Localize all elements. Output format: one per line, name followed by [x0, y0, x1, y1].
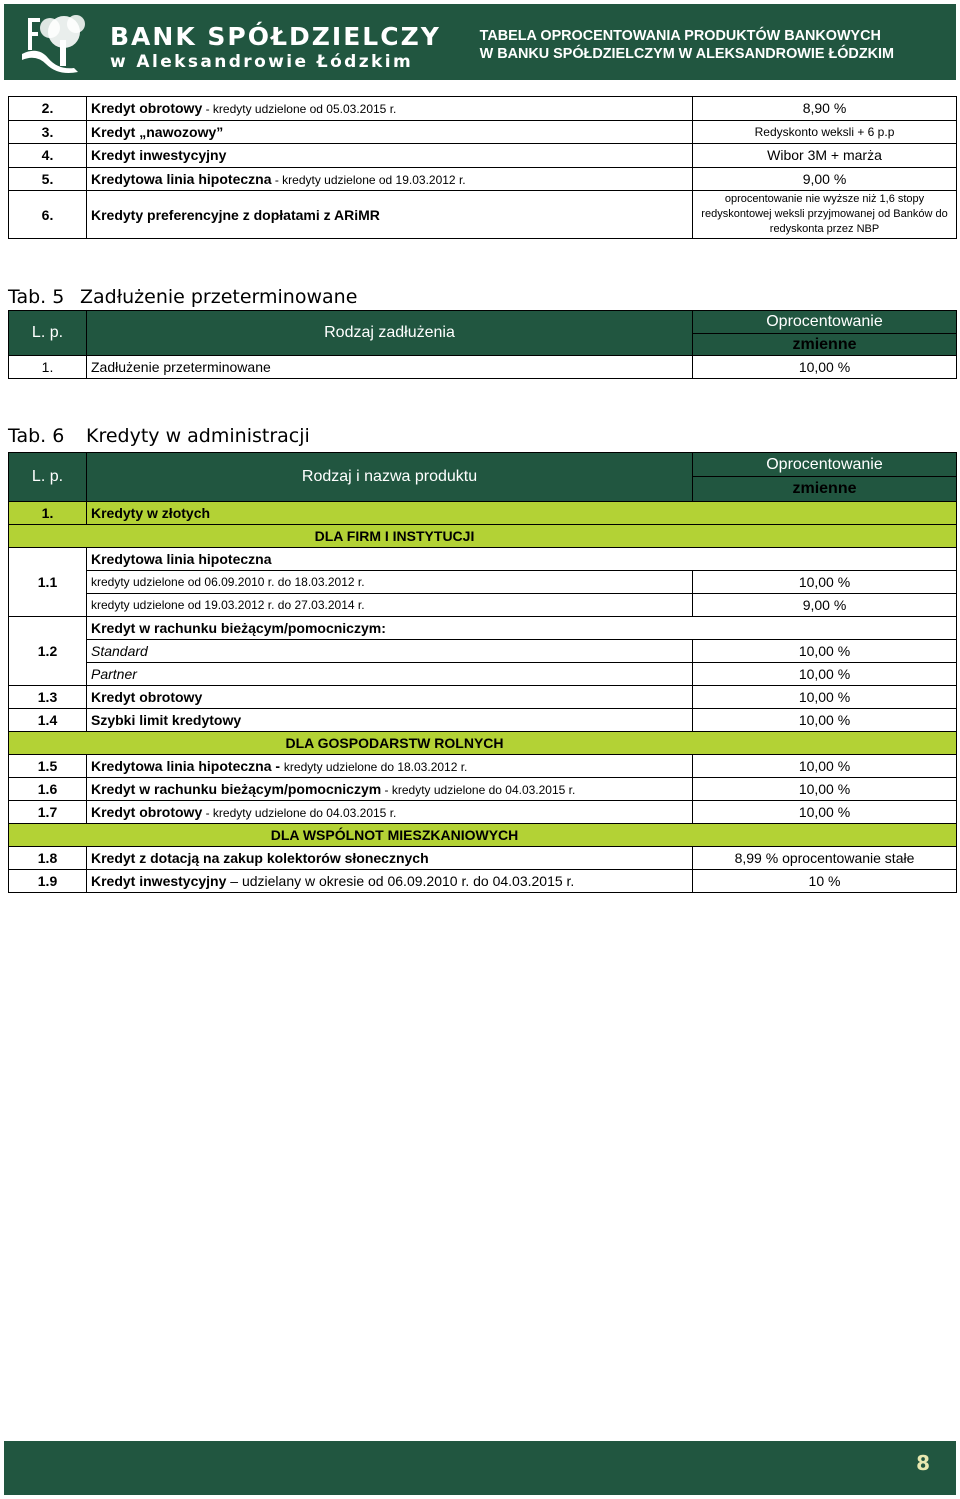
row-number: 1. [9, 356, 87, 379]
row-number: 2. [9, 97, 87, 121]
row-number: 1.3 [9, 686, 87, 709]
row-number: 1.7 [9, 801, 87, 824]
rate-value: oprocentowanie nie wyższe niż 1,6 stopy redyskontowej weksli przyjmowanej od Banków do redyskonta przez NBP [693, 191, 957, 239]
group-row [9, 732, 957, 755]
product-cell [87, 870, 693, 893]
product-name: Kredyty preferencyjne z dopłatami z ARiMR [87, 191, 693, 239]
table-header-row [9, 311, 957, 334]
product-cell [87, 801, 693, 824]
row-number: 1.8 [9, 847, 87, 870]
rate-value: 9,00 % [693, 167, 957, 191]
tab5-table [8, 310, 957, 379]
table-row [9, 870, 957, 893]
rate-value: 10 % [693, 870, 957, 893]
rate-value: 8,99 % oprocentowanie stałe [693, 847, 957, 870]
tab6-title: Kredyty w administracji [86, 425, 310, 447]
page-footer [4, 1441, 956, 1495]
rate-value: 10,00 % [693, 755, 957, 778]
group-row [9, 824, 957, 847]
row-number: 1.6 [9, 778, 87, 801]
debt-type: Zadłużenie przeterminowane [87, 356, 693, 379]
table-row [9, 571, 957, 594]
bank-location: w Aleksandrowie Łódzkim [110, 52, 414, 72]
product-note: kredyty udzielone od 19.03.2012 r. do 27.03.2014 r. [87, 594, 693, 617]
row-number: 1.1 [9, 548, 87, 617]
page-header [4, 4, 956, 80]
tab6-table [8, 452, 957, 893]
product-variant: Standard [87, 640, 693, 663]
section-name: Kredyty w złotych [87, 502, 957, 525]
group-firms: DLA FIRM I INSTYTUCJI [9, 525, 957, 548]
table-row [9, 755, 957, 778]
tab5-title: Zadłużenie przeterminowane [80, 286, 358, 308]
product-note: – udzielany w okresie od 06.09.2010 r. do 04.03.2015 r. [226, 873, 575, 889]
row-number: 1.9 [9, 870, 87, 893]
col-header-rate: Oprocentowanie [693, 311, 957, 334]
rate-value: Wibor 3M + marża [693, 144, 957, 168]
section-row [9, 502, 957, 525]
document-title-line-1: TABELA OPROCENTOWANIA PRODUKTÓW BANKOWYCH [479, 28, 881, 44]
col-header-name: Rodzaj i nazwa produktu [87, 453, 693, 502]
product-name: Kredyt obrotowy [91, 804, 203, 820]
document-title-line-2: W BANKU SPÓŁDZIELCZYM W ALEKSANDROWIE ŁÓDZKIM [479, 46, 894, 62]
group-housing: DLA WSPÓLNOT MIESZKANIOWYCH [9, 824, 957, 847]
rate-value: 10,00 % [693, 709, 957, 732]
product-name: Szybki limit kredytowy [87, 709, 693, 732]
rate-value: 10,00 % [693, 801, 957, 824]
row-number: 1.5 [9, 755, 87, 778]
product-note: - kredyty udzielone do 04.03.2015 r. [202, 806, 397, 820]
rate-value: 10,00 % [693, 686, 957, 709]
product-note: kredyty udzielone do 18.03.2012 r. [283, 760, 468, 774]
bank-logo-icon [18, 10, 98, 76]
product-cell [87, 755, 693, 778]
rate-value: Redyskonto weksli + 6 p.p [693, 120, 957, 144]
rate-value: 10,00 % [693, 663, 957, 686]
rate-value: 10,00 % [693, 640, 957, 663]
product-note: - kredyty udzielone od 05.03.2015 r. [202, 102, 397, 117]
tab6-heading [8, 425, 310, 447]
bank-name: BANK SPÓŁDZIELCZY [110, 22, 441, 51]
col-header-lp: L. p. [9, 311, 87, 356]
table-row [9, 663, 957, 686]
top-rates-table [8, 96, 957, 239]
product-name: Kredytowa linia hipoteczna [87, 548, 957, 571]
product-note: kredyty udzielone od 06.09.2010 r. do 18.03.2012 r. [87, 571, 693, 594]
product-cell [87, 167, 693, 191]
tab5-heading [8, 286, 357, 308]
product-name: Kredyt inwestycyjny [91, 873, 227, 889]
table-header-row [9, 453, 957, 477]
col-header-rate-type: zmienne [693, 477, 957, 502]
product-name: Kredytowa linia hipoteczna [91, 170, 272, 187]
tab5-label: Tab. 5 [8, 286, 65, 308]
product-name: Kredyt inwestycyjny [87, 144, 693, 168]
table-row [9, 686, 957, 709]
product-note: - kredyty udzielone od 19.03.2012 r. [271, 172, 466, 187]
table-row [9, 191, 957, 239]
product-name: Kredyt z dotacją na zakup kolektorów słonecznych [87, 847, 693, 870]
col-header-name: Rodzaj zadłużenia [87, 311, 693, 356]
rate-value: 10,00 % [693, 356, 957, 379]
document-title [480, 27, 894, 63]
table-row [9, 847, 957, 870]
product-cell [87, 778, 693, 801]
row-number: 1.4 [9, 709, 87, 732]
col-header-rate: Oprocentowanie [693, 453, 957, 477]
table-row [9, 617, 957, 640]
rate-value: 8,90 % [693, 97, 957, 121]
row-number: 4. [9, 144, 87, 168]
table-row [9, 548, 957, 571]
tab6-label: Tab. 6 [8, 425, 65, 447]
product-cell [87, 97, 693, 121]
table-row [9, 167, 957, 191]
product-name: Kredytowa linia hipoteczna - [91, 758, 284, 774]
product-name: Kredyt obrotowy [91, 100, 203, 117]
group-farms: DLA GOSPODARSTW ROLNYCH [9, 732, 957, 755]
col-header-rate-type: zmienne [693, 334, 957, 356]
table-row [9, 356, 957, 379]
product-name: Kredyt „nawozowy” [87, 120, 693, 144]
table-row [9, 640, 957, 663]
product-note: - kredyty udzielone do 04.03.2015 r. [381, 783, 576, 797]
product-variant: Partner [87, 663, 693, 686]
product-name: Kredyt w rachunku bieżącym/pomocniczym [91, 781, 382, 797]
row-number: 3. [9, 120, 87, 144]
rate-value: 10,00 % [693, 571, 957, 594]
rate-value: 10,00 % [693, 778, 957, 801]
table-row [9, 778, 957, 801]
table-row [9, 144, 957, 168]
rate-value: 9,00 % [693, 594, 957, 617]
group-row [9, 525, 957, 548]
table-row [9, 801, 957, 824]
table-row [9, 709, 957, 732]
section-number: 1. [9, 502, 87, 525]
row-number: 1.2 [9, 617, 87, 686]
col-header-lp: L. p. [9, 453, 87, 502]
table-row [9, 97, 957, 121]
page-number: 8 [916, 1451, 930, 1475]
product-name: Kredyt obrotowy [87, 686, 693, 709]
product-name: Kredyt w rachunku bieżącym/pomocniczym: [87, 617, 957, 640]
row-number: 5. [9, 167, 87, 191]
table-row [9, 120, 957, 144]
row-number: 6. [9, 191, 87, 239]
table-row [9, 594, 957, 617]
